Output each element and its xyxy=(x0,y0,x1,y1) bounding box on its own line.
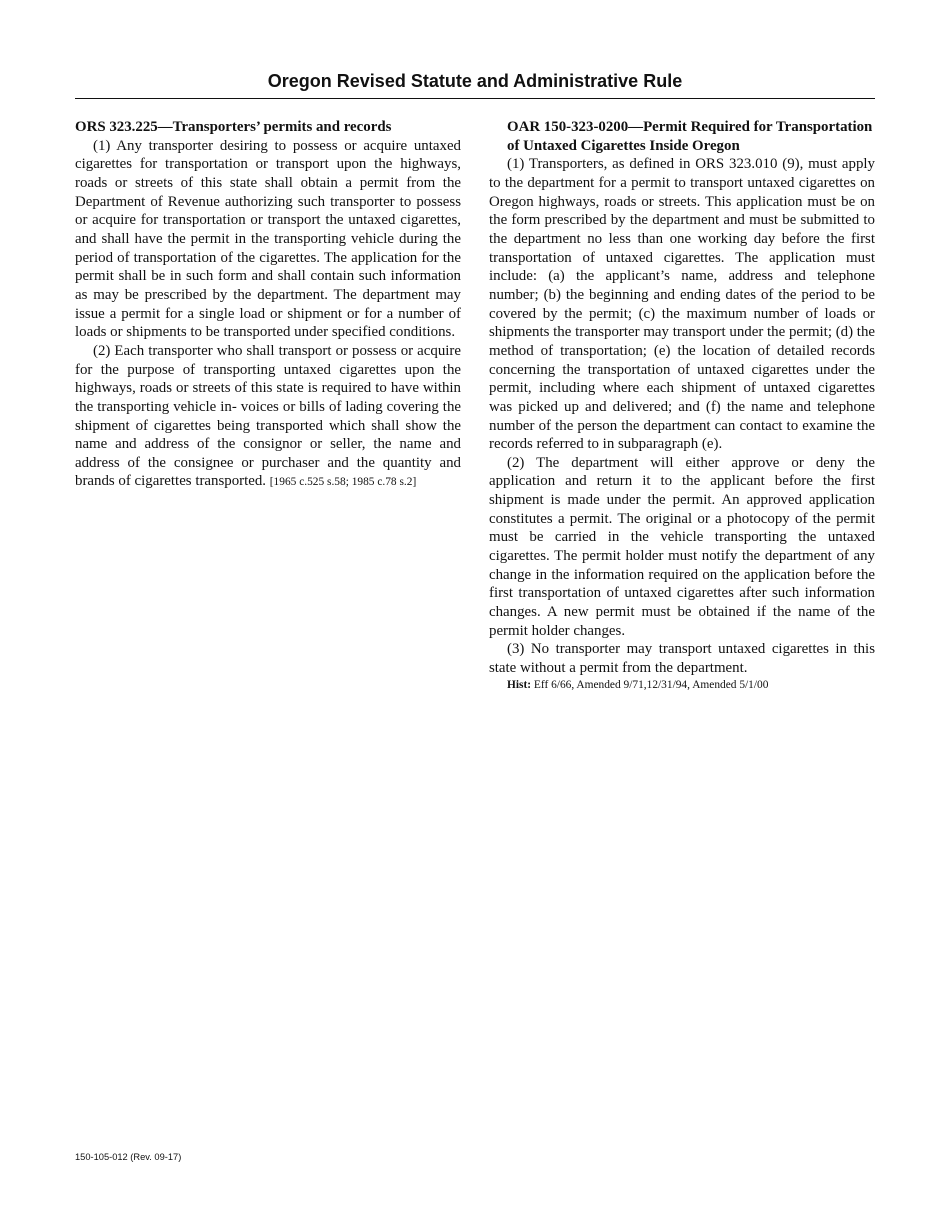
left-column xyxy=(75,118,461,492)
page-title: Oregon Revised Statute and Administrative Rule xyxy=(267,71,683,91)
rule-heading: OAR 150-323-0200—Permit Required for Transportation of Untaxed Cigarettes Inside Oregon xyxy=(507,119,873,154)
statute-paragraph-2-text: (2) Each transporter who shall transport or possess or acquire for the purpose of transporting untaxed cigarettes upon the highways, roads or streets of this state is required to have within the transporting vehicle in- voices or bills of lading covering the shipment of cigarettes being transported which shall show the name and address of the consignor or seller, the name and address of the consignee or purchaser and the quantity and brands of cigarettes transported. xyxy=(75,342,461,490)
statute-paragraph-2 xyxy=(75,342,461,492)
rule-history xyxy=(489,678,875,692)
right-column xyxy=(489,118,875,692)
rule-paragraph-1: (1) Transporters, as defined in ORS 323.010 (9), must apply to the department for a permit to transport untaxed cigarettes on Oregon highways, roads or streets. This application must be on the form prescribed by the department and must be submitted to the department no less than one working day before the first transportation of untaxed cigarettes. The application must include: (a) the applicant’s name, address and telephone number; (b) the beginning and ending dates of the period to be covered by the permit; (c) the maximum number of loads or shipments the transporter may transport under the permit; (d) the method of transportation; (e) the location of detailed records concerning the transportation of untaxed cigarettes under the permit, including where each shipment of untaxed cigarettes was picked up and delivered; and (f) the name and telephone number of the person the department can contact to examine the records referred to in subparagraph (e). xyxy=(489,156,875,453)
form-number: 150-105-012 (Rev. 09-17) xyxy=(75,1152,182,1162)
statute-heading: ORS 323.225—Transporters’ permits and records xyxy=(75,119,392,135)
rule-paragraph-3: (3) No transporter may transport untaxed cigarettes in this state without a permit from the department. xyxy=(489,641,875,677)
rule-history-label: Hist: xyxy=(507,678,532,691)
statute-citation: [1965 c.525 s.58; 1985 c.78 s.2] xyxy=(269,476,417,489)
rule-history-text: Eff 6/66, Amended 9/71,12/31/94, Amended 5/1/00 xyxy=(531,678,769,691)
title-divider xyxy=(75,98,875,99)
rule-paragraph-2: (2) The department will either approve or deny the application and return it to the applicant before the first shipment is made under the permit. An approved application constitutes a permit. The original or a photocopy of the permit must be carried in the vehicle transporting the untaxed cigarettes. The permit holder must notify the department of any change in the information required on the application before the first transportation of untaxed cigarettes after such information changes. A new permit must be obtained if the name of the permit holder changes. xyxy=(489,454,875,639)
statute-paragraph-1: (1) Any transporter desiring to possess or acquire untaxed cigarettes for transportation or transport upon the highways, roads or streets of this state shall obtain a permit from the Department of Revenue authorizing such transporter to possess or acquire for transportation or transport the untaxed cigarettes, and shall have the permit in the transporting vehicle during the period of transportation of the cigarettes. The application for the permit shall be in such form and shall contain such information as may be prescribed by the department. The department may issue a permit for a single load or shipment or for a number of loads or shipments to be transported under specified conditions. xyxy=(75,137,461,341)
